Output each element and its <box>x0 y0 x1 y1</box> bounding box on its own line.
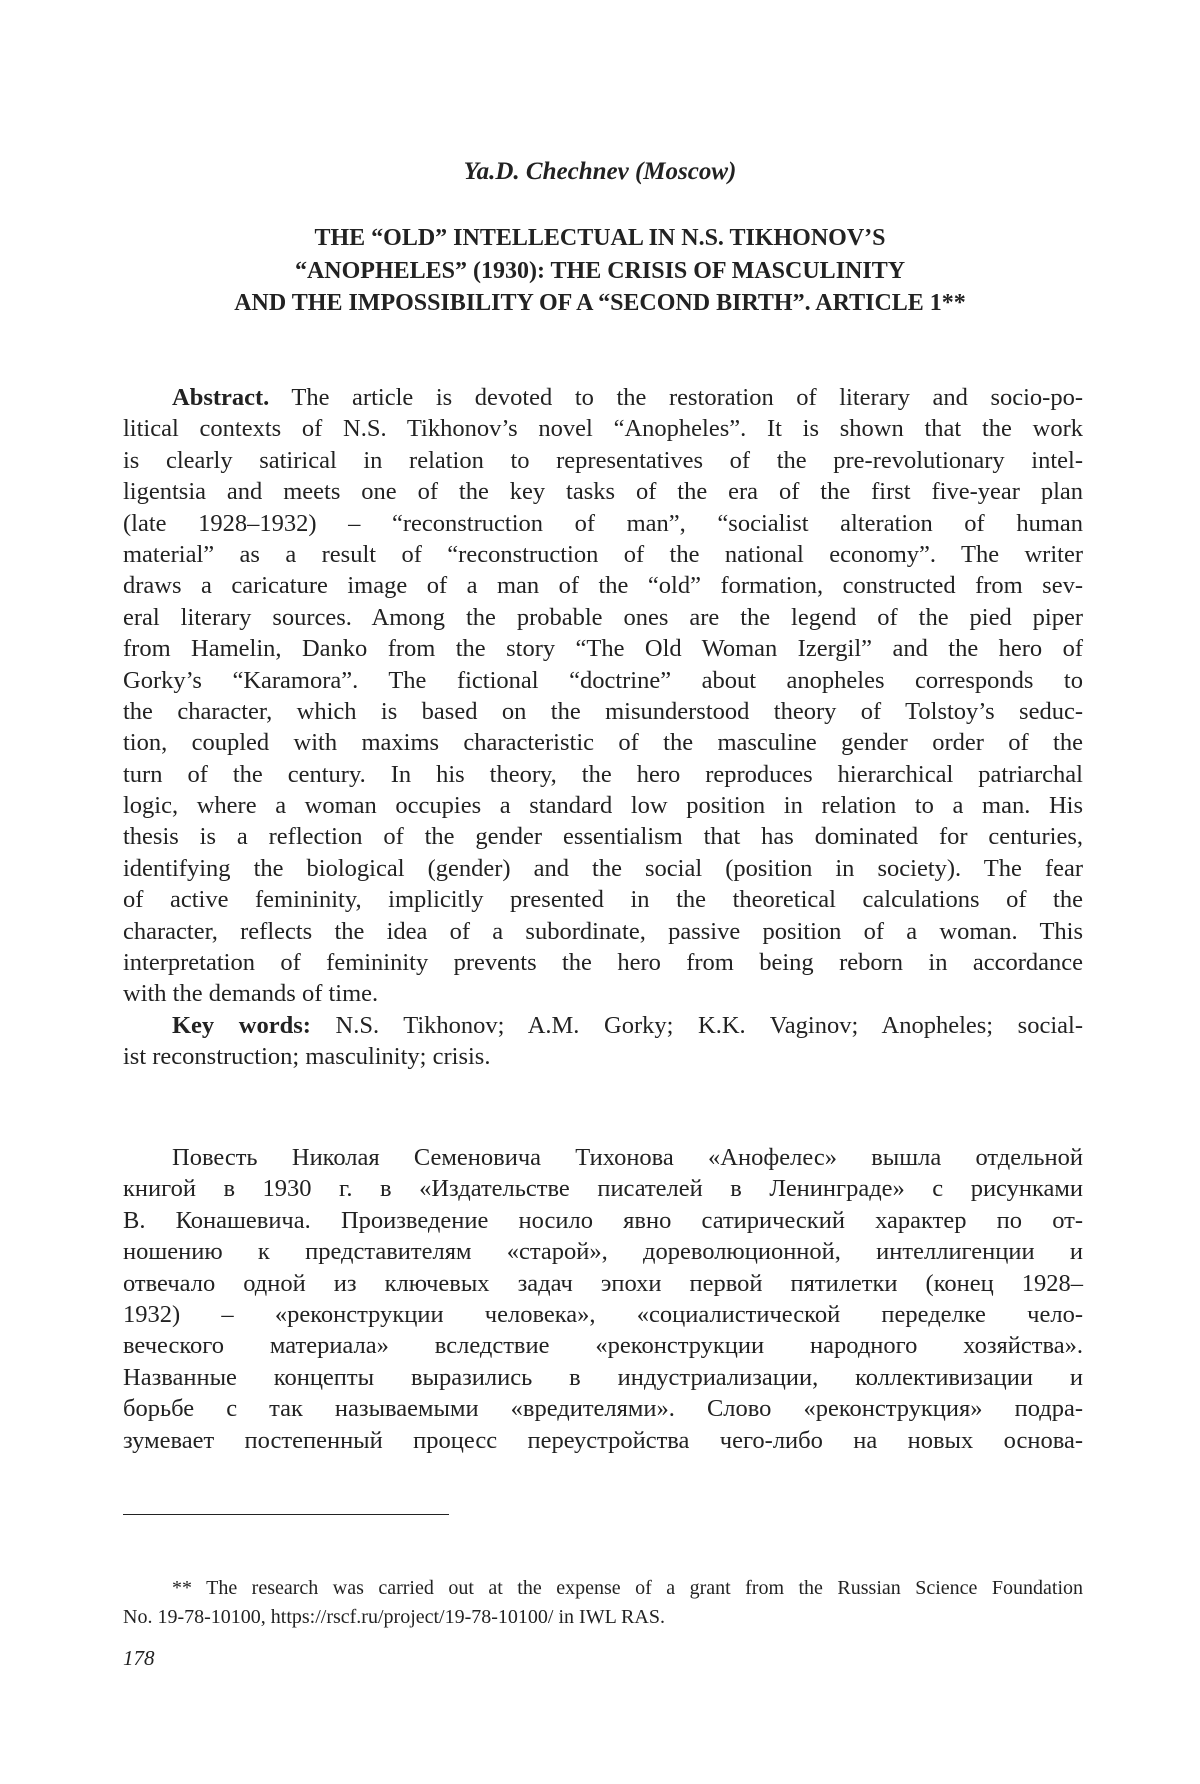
line-text: отвечало одной из ключевых задач эпохи первой пятилетки (конец 1928– <box>123 1270 1083 1297</box>
line-text: thesis is a reflection of the gender essentialism that has dominated for centuries, <box>123 823 1083 850</box>
page-number: 178 <box>123 1646 155 1671</box>
line-text: from Hamelin, Danko from the story “The Old Woman Izergil” and the hero of <box>123 635 1083 662</box>
text-line <box>123 539 1083 570</box>
line-text: Названные концепты выразились в индустриализации, коллективизации и <box>123 1364 1083 1391</box>
text-line <box>123 602 1083 633</box>
line-text: зумевает постепенный процесс переустройства чего-либо на новых основа- <box>123 1427 1083 1454</box>
text-line <box>123 665 1083 696</box>
text-line <box>123 570 1083 601</box>
text-line <box>123 821 1083 852</box>
text-line <box>123 1268 1083 1299</box>
line-text: interpretation of femininity prevents the hero from being reborn in accordance <box>123 949 1083 976</box>
footnote-divider <box>123 1514 449 1515</box>
text-line <box>123 633 1083 664</box>
text-line <box>123 696 1083 727</box>
line-text: 1932) – «реконструкции человека», «социалистической переделке чело- <box>123 1301 1083 1328</box>
text-line <box>123 1041 1083 1072</box>
line-text: is clearly satirical in relation to representatives of the pre-revolutionary intel- <box>123 447 1083 474</box>
line-text: (late 1928–1932) – “reconstruction of man”, “socialist alteration of human <box>123 510 1083 537</box>
line-text: Повесть Николая Семеновича Тихонова «Анофелес» вышла отдельной <box>172 1144 1083 1171</box>
line-text: борьбе с так называемыми «вредителями». Слово «реконструкция» подра- <box>123 1395 1083 1422</box>
line-text: draws a caricature image of a man of the “old” formation, constructed from sev- <box>123 572 1083 599</box>
text-line <box>123 1425 1083 1456</box>
text-line <box>123 727 1083 758</box>
line-text: N.S. Tikhonov; A.M. Gorky; K.K. Vaginov; Anopheles; social- <box>311 1012 1083 1039</box>
line-text: No. 19-78-10100, https://rscf.ru/project/19-78-10100/ in IWL RAS. <box>123 1606 665 1628</box>
title-line: “ANOPHELES” (1930): THE CRISIS OF MASCULINITY <box>0 255 1200 288</box>
text-line <box>123 413 1083 444</box>
line-text: with the demands of time. <box>123 980 378 1007</box>
line-text: веческого материала» вследствие «реконструкции народного хозяйства». <box>123 1332 1083 1359</box>
line-text: книгой в 1930 г. в «Издательстве писателей в Ленинграде» с рисунками <box>123 1175 1083 1202</box>
text-line <box>123 947 1083 978</box>
text-line <box>123 790 1083 821</box>
footnote <box>123 1574 1083 1632</box>
line-text: Gorky’s “Karamora”. The fictional “doctrine” about anopheles corresponds to <box>123 667 1083 694</box>
line-text: В. Конашевича. Произведение носило явно сатирический характер по от- <box>123 1207 1083 1234</box>
line-text: The article is devoted to the restoration of literary and socio-po- <box>269 384 1083 411</box>
text-line <box>123 476 1083 507</box>
line-text: tion, coupled with maxims characteristic of the masculine gender order of the <box>123 729 1083 756</box>
line-text: logic, where a woman occupies a standard low position in relation to a man. His <box>123 792 1083 819</box>
text-line <box>123 1574 1083 1603</box>
text-line <box>123 853 1083 884</box>
text-line <box>123 1142 1083 1173</box>
abstract <box>123 382 1083 1073</box>
author-line: Ya.D. Chechnev (Moscow) <box>0 158 1200 186</box>
line-text: ligentsia and meets one of the key tasks of the era of the first five-year plan <box>123 478 1083 505</box>
text-line <box>123 1393 1083 1424</box>
text-line <box>123 1010 1083 1041</box>
text-line <box>123 884 1083 915</box>
text-line <box>123 508 1083 539</box>
text-line <box>123 978 1083 1009</box>
text-line <box>123 382 1083 413</box>
line-text: eral literary sources. Among the probable ones are the legend of the pied piper <box>123 604 1083 631</box>
text-line <box>123 759 1083 790</box>
text-line <box>123 1330 1083 1361</box>
line-text: of active femininity, implicitly presented in the theoretical calculations of the <box>123 886 1083 913</box>
line-text: turn of the century. In his theory, the hero reproduces hierarchical patriarchal <box>123 761 1083 788</box>
body-text <box>123 1142 1083 1456</box>
text-line <box>123 1173 1083 1204</box>
text-line <box>123 1205 1083 1236</box>
text-line <box>123 916 1083 947</box>
line-text: character, reflects the idea of a subordinate, passive position of a woman. This <box>123 918 1083 945</box>
line-text: ** The research was carried out at the expense of a grant from the Russian Science Foundation <box>172 1577 1083 1599</box>
title-line: AND THE IMPOSSIBILITY OF A “SECOND BIRTH”. ARTICLE 1** <box>0 287 1200 320</box>
article-title <box>0 222 1200 320</box>
line-text: litical contexts of N.S. Tikhonov’s novel “Anopheles”. It is shown that the work <box>123 415 1083 442</box>
text-line <box>123 1362 1083 1393</box>
text-line <box>123 445 1083 476</box>
section-label: Key words: <box>172 1012 311 1039</box>
text-line <box>123 1236 1083 1267</box>
line-text: the character, which is based on the misunderstood theory of Tolstoy’s seduc- <box>123 698 1083 725</box>
line-text: material” as a result of “reconstruction of the national economy”. The writer <box>123 541 1083 568</box>
line-text: ist reconstruction; masculinity; crisis. <box>123 1043 490 1070</box>
text-line <box>123 1299 1083 1330</box>
line-text: identifying the biological (gender) and the social (position in society). The fear <box>123 855 1083 882</box>
title-line: THE “OLD” INTELLECTUAL IN N.S. TIKHONOV’S <box>0 222 1200 255</box>
line-text: ношению к представителям «старой», дореволюционной, интеллигенции и <box>123 1238 1083 1265</box>
text-line <box>123 1603 1083 1632</box>
section-label: Abstract. <box>172 384 269 411</box>
